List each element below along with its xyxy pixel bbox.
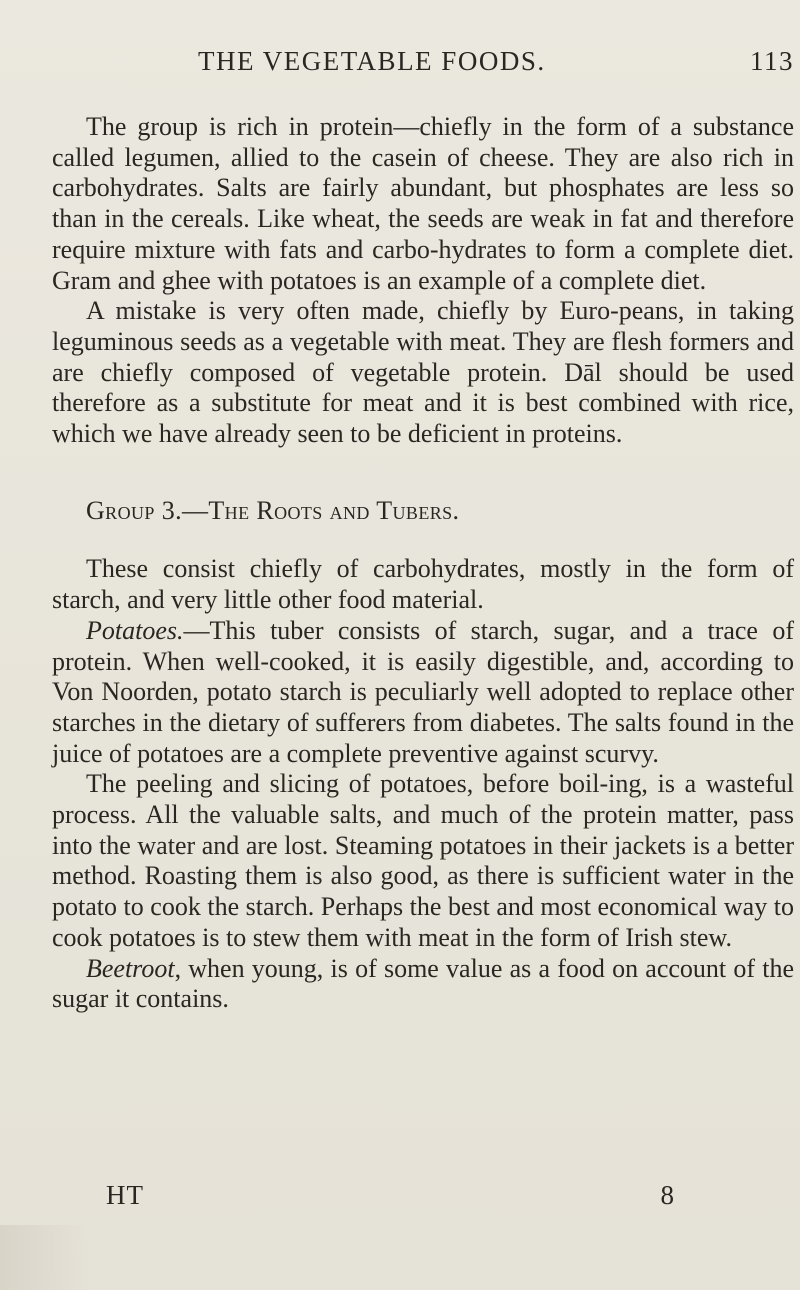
page-number: 113 — [750, 46, 794, 76]
paragraph: The peeling and slicing of potatoes, before boil-ing, is a wasteful process. All the valuable salts, and much of the protein matter, pass into the water and are lost. Steaming potatoes in their jackets is a better method. Roasting them is also good, as there is sufficient water in the potato to cook the starch. Perhaps the best and most economical way to cook potatoes is to stew them with meat in the form of Irish stew. — [52, 769, 794, 952]
paragraph-text: , when young, is of some value as a food on account of the sugar it contains. — [52, 953, 794, 1014]
paragraph: These consist chiefly of carbohydrates, mostly in the form of starch, and very little other food material. — [52, 554, 794, 615]
page-edge-shadow — [0, 1225, 90, 1290]
body-text — [52, 112, 794, 1015]
paragraph: The group is rich in protein—chiefly in the form of a substance called legumen, allied to the casein of cheese. They are also rich in carbohydrates. Salts are fairly abundant, but phosphates are less so than in the cereals. Like wheat, the seeds are weak in fat and therefore require mixture with fats and carbo-hydrates to form a complete diet. Gram and ghee with potatoes is an example of a complete diet. — [52, 112, 794, 295]
paragraph-text: —This tuber consists of starch, sugar, and a trace of protein. When well-cooked, it is easily digestible, and, according to Von Noorden, potato starch is peculiarly well adopted to replace other starches in the dietary of sufferers from diabetes. The salts found in the juice of potatoes are a complete preventive against scurvy. — [52, 615, 794, 768]
signature-number: 8 — [660, 1180, 674, 1210]
running-head: THE VEGETABLE FOODS. — [198, 46, 546, 76]
section-heading: Group 3.—The Roots and Tubers. — [86, 495, 460, 525]
page-header — [198, 46, 794, 86]
signature-mark: HT — [106, 1180, 144, 1210]
paragraph — [52, 954, 794, 1015]
paragraph — [52, 616, 794, 770]
term-potatoes: Potatoes. — [86, 615, 184, 645]
paragraph: A mistake is very often made, chiefly by Euro-peans, in taking leguminous seeds as a vegetable with meat. They are flesh formers and are chiefly composed of vegetable protein. Dāl should be used therefore as a substitute for meat and it is best combined with rice, which we have already seen to be deficient in proteins. — [52, 296, 794, 449]
term-beetroot: Beetroot — [86, 953, 175, 983]
